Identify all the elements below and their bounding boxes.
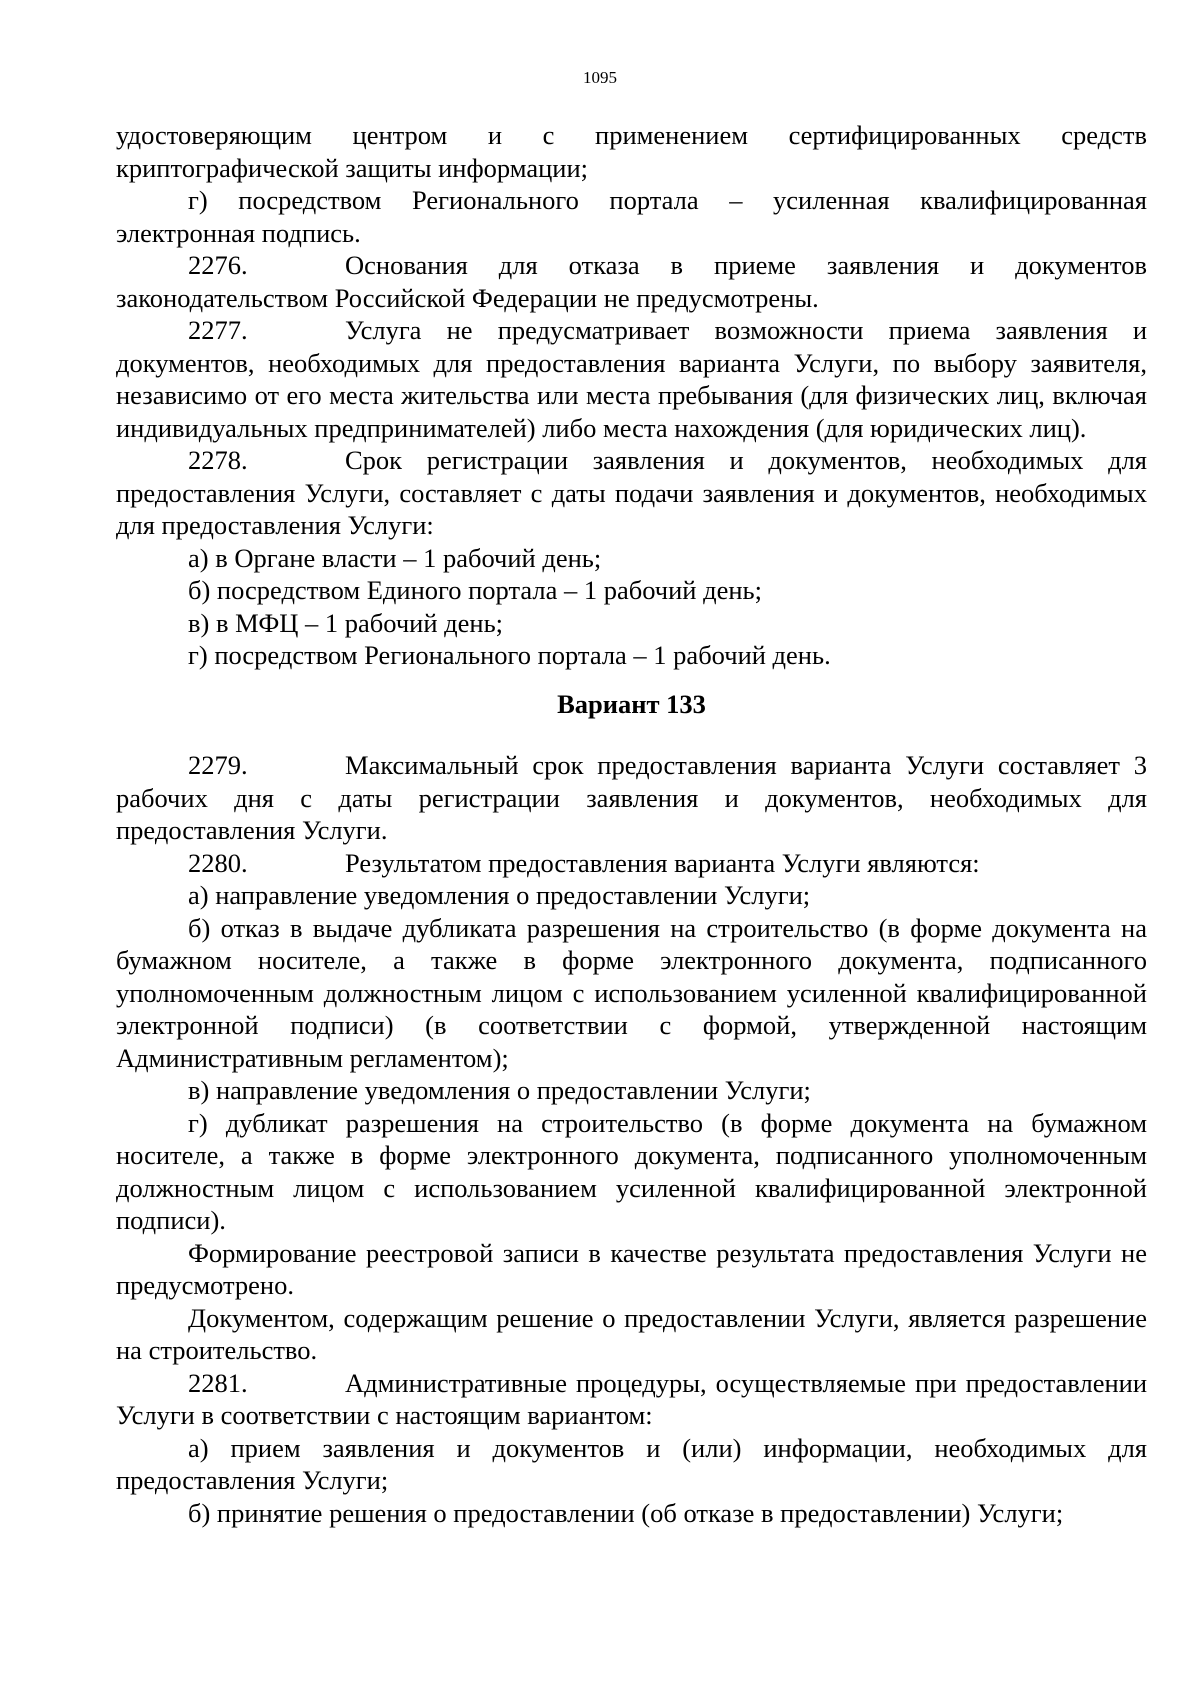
paragraph-text: а) в Органе власти – 1 рабочий день;: [188, 542, 602, 573]
paragraph: [116, 444, 1147, 542]
paragraph: [116, 119, 1147, 184]
paragraph-text: в) в МФЦ – 1 рабочий день;: [188, 607, 504, 638]
paragraphs-top: [116, 119, 1147, 672]
paragraph-text: Максимальный срок предоставления варианта Услуги составляет 3 рабочих дня с даты регистрации заявления и документов, необходимых для предоставления Услуги.: [116, 750, 1147, 845]
paragraph-text: в) направление уведомления о предоставлении Услуги;: [188, 1075, 811, 1105]
paragraph-text: Услуга не предусматривает возможности приема заявления и документов, необходимых для предоставления варианта Услуги, по выбору заявителя, независимо от его места жительства или места пребывания (для физических лиц, включая индивидуальных предпринимателей) либо места нахождения (для юридических лиц).: [116, 315, 1147, 443]
paragraph-text: г) посредством Регионального портала – усиленная квалифицированная электронная подпись.: [116, 185, 1147, 248]
paragraph-text: Документом, содержащим решение о предоставлении Услуги, является разрешение на строительство.: [116, 1302, 1147, 1365]
paragraph-text: г) посредством Регионального портала – 1 рабочий день.: [188, 640, 831, 670]
paragraph-text: а) направление уведомления о предоставлении Услуги;: [188, 880, 811, 910]
paragraph: [116, 314, 1147, 444]
paragraph: [116, 1074, 1147, 1107]
paragraph: [116, 912, 1147, 1075]
paragraph-text: Результатом предоставления варианта Услуги являются:: [345, 847, 980, 878]
paragraph-text: б) принятие решения о предоставлении (об отказе в предоставлении) Услуги;: [188, 1497, 1064, 1528]
paragraph-text: б) отказ в выдаче дубликата разрешения на строительство (в форме документа на бумажном носителе, а также в форме электронного документа, подписанного уполномоченным должностным лицом с использованием усиленной квалифицированной электронной подписи) (в соответствии с формой, утвержденной настоящим Административным регламентом);: [116, 912, 1147, 1073]
paragraph-number: 2276.: [188, 250, 248, 280]
paragraph: [116, 607, 1147, 640]
paragraph-number: 2277.: [188, 315, 248, 345]
paragraph: [116, 184, 1147, 249]
paragraph-number: 2280.: [188, 847, 248, 878]
paragraph-text: Срок регистрации заявления и документов, необходимых для предоставления Услуги, составляет с даты подачи заявления и документов, необходимых для предоставления Услуги:: [116, 445, 1147, 540]
document-body: [116, 119, 1147, 1529]
paragraph: [116, 749, 1147, 847]
paragraph: [116, 639, 1147, 672]
paragraph-text: Административные процедуры, осуществляемые при предоставлении Услуги в соответствии с настоящим вариантом:: [116, 1367, 1147, 1430]
paragraph: [116, 542, 1147, 575]
paragraph-text: Основания для отказа в приеме заявления и документов законодательством Российской Федерации не предусмотрены.: [116, 250, 1147, 313]
paragraph-number: 2281.: [188, 1367, 248, 1398]
page-number: 1095: [583, 68, 617, 87]
paragraph: [116, 1302, 1147, 1367]
paragraph: [116, 1432, 1147, 1497]
paragraph-number: 2278.: [188, 445, 248, 475]
paragraph: [116, 879, 1147, 912]
section-heading: Вариант 133: [557, 688, 706, 719]
paragraph: [116, 574, 1147, 607]
paragraph-text: а) прием заявления и документов и (или) информации, необходимых для предоставления Услуги;: [116, 1432, 1147, 1495]
paragraph-text: удостоверяющим центром и с применением сертифицированных средств криптографической защиты информации;: [116, 120, 1147, 183]
paragraph-number: 2279.: [188, 750, 248, 780]
paragraph: [116, 1497, 1147, 1530]
paragraphs-bottom: [116, 749, 1147, 1529]
paragraph-text: Формирование реестровой записи в качестве результата предоставления Услуги не предусмотрено.: [116, 1237, 1147, 1300]
paragraph: [116, 249, 1147, 314]
paragraph-text: г) дубликат разрешения на строительство (в форме документа на бумажном носителе, а также в форме электронного документа, подписанного уполномоченным должностным лицом с использованием усиленной квалифицированной электронной подписи).: [116, 1107, 1147, 1235]
paragraph: [116, 1367, 1147, 1432]
paragraph: [116, 1107, 1147, 1237]
paragraph: [116, 1237, 1147, 1302]
paragraph: [116, 847, 1147, 880]
paragraph-text: б) посредством Единого портала – 1 рабочий день;: [188, 575, 762, 605]
